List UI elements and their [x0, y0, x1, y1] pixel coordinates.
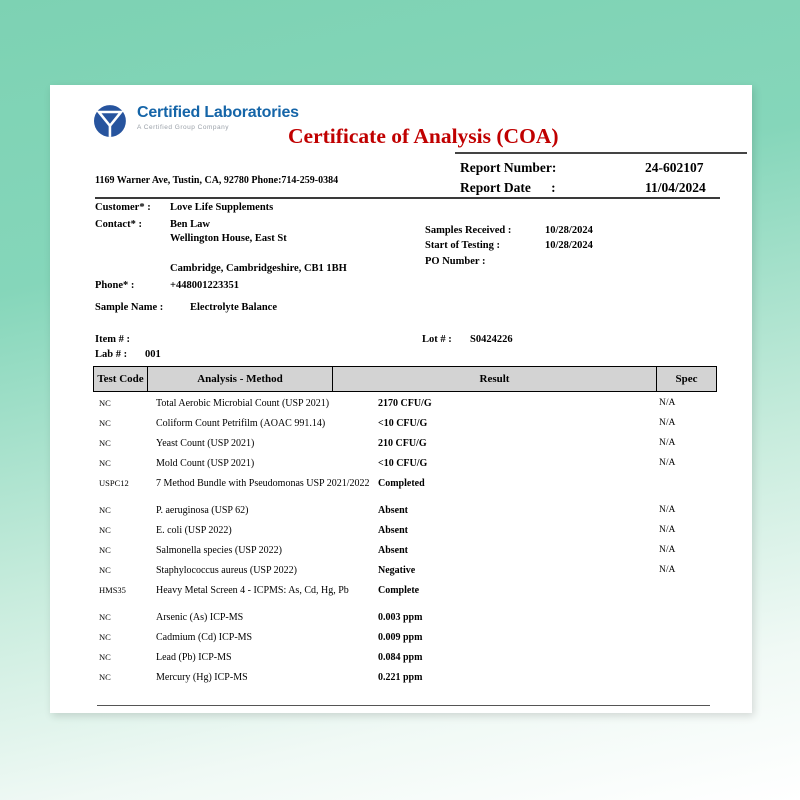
test-code-cell: NC — [99, 565, 111, 575]
spec-cell: N/A — [659, 398, 676, 408]
test-code-cell: NC — [99, 545, 111, 555]
spec-cell: N/A — [659, 438, 676, 448]
result-cell: Completed — [378, 477, 425, 489]
contact-address1-row — [95, 233, 287, 244]
customer-label: Customer* : — [95, 202, 151, 213]
lab-number-value: 001 — [145, 349, 161, 360]
test-code-cell: HMS35 — [99, 585, 126, 595]
po-number-row — [425, 256, 545, 267]
result-cell: Absent — [378, 504, 409, 516]
analysis-method-cell: 7 Method Bundle with Pseudomonas USP 2021/2022 — [156, 477, 370, 489]
report-date-row — [460, 178, 747, 198]
sample-name-value: Electrolyte Balance — [190, 302, 277, 313]
test-code-cell: NC — [99, 418, 111, 428]
lab-number-label: Lab # : — [95, 349, 128, 360]
result-cell: 0.084 ppm — [378, 651, 423, 663]
test-code-cell: NC — [99, 652, 111, 662]
table-row — [93, 413, 717, 433]
result-cell: Absent — [378, 524, 409, 536]
table-row — [93, 393, 717, 413]
coa-document — [50, 85, 752, 713]
lot-group — [422, 334, 513, 345]
start-of-testing-label: Start of Testing : — [425, 240, 500, 251]
result-cell: 0.003 ppm — [378, 611, 423, 623]
customer-block — [95, 202, 425, 302]
analysis-method-cell: E. coli (USP 2022) — [156, 524, 232, 536]
certified-logo-icon — [92, 104, 130, 143]
test-code-cell: NC — [99, 632, 111, 642]
document-title: Certificate of Analysis (COA) — [288, 124, 559, 148]
table-row — [93, 667, 717, 687]
table-row — [93, 520, 717, 540]
samples-received-value: 10/28/2024 — [545, 225, 593, 236]
contact-label: Contact* : — [95, 219, 142, 230]
lab-address: 1169 Warner Ave, Tustin, CA, 92780 Phone:714-259-0384 — [95, 175, 339, 186]
analysis-method-cell: Total Aerobic Microbial Count (USP 2021) — [156, 397, 330, 409]
intake-block — [425, 225, 725, 275]
contact-address1: Wellington House, East St — [170, 233, 287, 244]
test-code-cell: NC — [99, 398, 111, 408]
analysis-method-cell: Yeast Count (USP 2021) — [156, 437, 255, 449]
spec-cell: N/A — [659, 565, 676, 575]
footer-rule — [97, 705, 710, 706]
test-code-cell: NC — [99, 612, 111, 622]
analysis-method-cell: Cadmium (Cd) ICP-MS — [156, 631, 253, 643]
result-cell: 0.221 ppm — [378, 671, 423, 683]
lot-label: Lot # : — [422, 334, 452, 345]
report-info-box — [455, 152, 747, 198]
contact-row — [95, 219, 210, 230]
table-row — [93, 647, 717, 667]
phone-value: +448001223351 — [170, 280, 239, 291]
table-row — [93, 627, 717, 647]
analysis-method-cell: Arsenic (As) ICP-MS — [156, 611, 244, 623]
analysis-method-cell: Coliform Count Petrifilm (AOAC 991.14) — [156, 417, 326, 429]
item-label: Item # : — [95, 334, 130, 345]
report-number-row — [460, 158, 747, 178]
test-code-cell: USPC12 — [99, 478, 129, 488]
phone-row — [95, 280, 239, 291]
lot-value: S0424226 — [470, 334, 513, 345]
spec-cell: N/A — [659, 545, 676, 555]
analysis-method-cell: Salmonella species (USP 2022) — [156, 544, 283, 556]
analysis-method-cell: Mold Count (USP 2021) — [156, 457, 255, 469]
contact-address2: Cambridge, Cambridgeshire, CB1 1BH — [170, 263, 347, 274]
results-table — [93, 366, 717, 687]
samples-received-label: Samples Received : — [425, 225, 512, 236]
contact-name: Ben Law — [170, 219, 210, 230]
test-code-cell: NC — [99, 505, 111, 515]
spec-cell: N/A — [659, 418, 676, 428]
report-number-value: 24-602107 — [645, 160, 704, 175]
report-date-label: Report Date : — [460, 180, 556, 195]
report-date-value: 11/04/2024 — [645, 180, 706, 195]
phone-label: Phone* : — [95, 280, 135, 291]
header-spec: Spec — [675, 373, 698, 385]
result-cell: <10 CFU/G — [378, 417, 428, 429]
header-analysis-method: Analysis - Method — [148, 367, 333, 391]
result-cell: <10 CFU/G — [378, 457, 428, 469]
table-row — [93, 540, 717, 560]
header-divider — [95, 197, 720, 199]
logo-text: Certified Laboratories — [137, 104, 299, 121]
table-row — [93, 473, 717, 493]
header-test-code: Test Code — [94, 367, 148, 391]
table-row — [93, 580, 717, 600]
test-code-cell: NC — [99, 525, 111, 535]
result-cell: 2170 CFU/G — [378, 397, 432, 409]
table-row — [93, 607, 717, 627]
analysis-method-cell: Lead (Pb) ICP-MS — [156, 651, 232, 663]
contact-address2-row — [95, 263, 347, 274]
table-row — [93, 453, 717, 473]
result-cell: 210 CFU/G — [378, 437, 427, 449]
spec-cell: N/A — [659, 505, 676, 515]
header-result: Result — [333, 367, 657, 391]
test-code-cell: NC — [99, 438, 111, 448]
analysis-method-cell: Mercury (Hg) ICP-MS — [156, 671, 248, 683]
report-number-label: Report Number: — [460, 160, 557, 175]
analysis-method-cell: P. aeruginosa (USP 62) — [156, 504, 249, 516]
customer-row — [95, 202, 273, 213]
sample-name-label: Sample Name : — [95, 302, 164, 313]
start-of-testing-value: 10/28/2024 — [545, 240, 593, 251]
certified-laboratories-logo — [92, 104, 299, 143]
results-table-header — [93, 366, 717, 392]
table-row — [93, 433, 717, 453]
samples-received-row — [425, 225, 593, 236]
customer-value: Love Life Supplements — [170, 202, 274, 213]
result-cell: Complete — [378, 584, 420, 596]
test-code-cell: NC — [99, 458, 111, 468]
result-cell: Negative — [378, 564, 416, 576]
analysis-method-cell: Staphylococcus aureus (USP 2022) — [156, 564, 297, 576]
table-row — [93, 500, 717, 520]
sample-name-row — [95, 302, 277, 313]
start-of-testing-row — [425, 240, 593, 251]
item-lot-row — [95, 334, 725, 345]
analysis-method-cell: Heavy Metal Screen 4 - ICPMS: As, Cd, Hg, Pb — [156, 584, 349, 596]
lab-number-row — [95, 349, 161, 360]
logo-tagline: A Certified Group Company — [137, 124, 229, 131]
spec-cell: N/A — [659, 525, 676, 535]
result-cell: 0.009 ppm — [378, 631, 423, 643]
test-code-cell: NC — [99, 672, 111, 682]
spec-cell: N/A — [659, 458, 676, 468]
table-body — [93, 392, 717, 687]
result-cell: Absent — [378, 544, 409, 556]
po-number-label: PO Number : — [425, 256, 486, 267]
table-row — [93, 560, 717, 580]
